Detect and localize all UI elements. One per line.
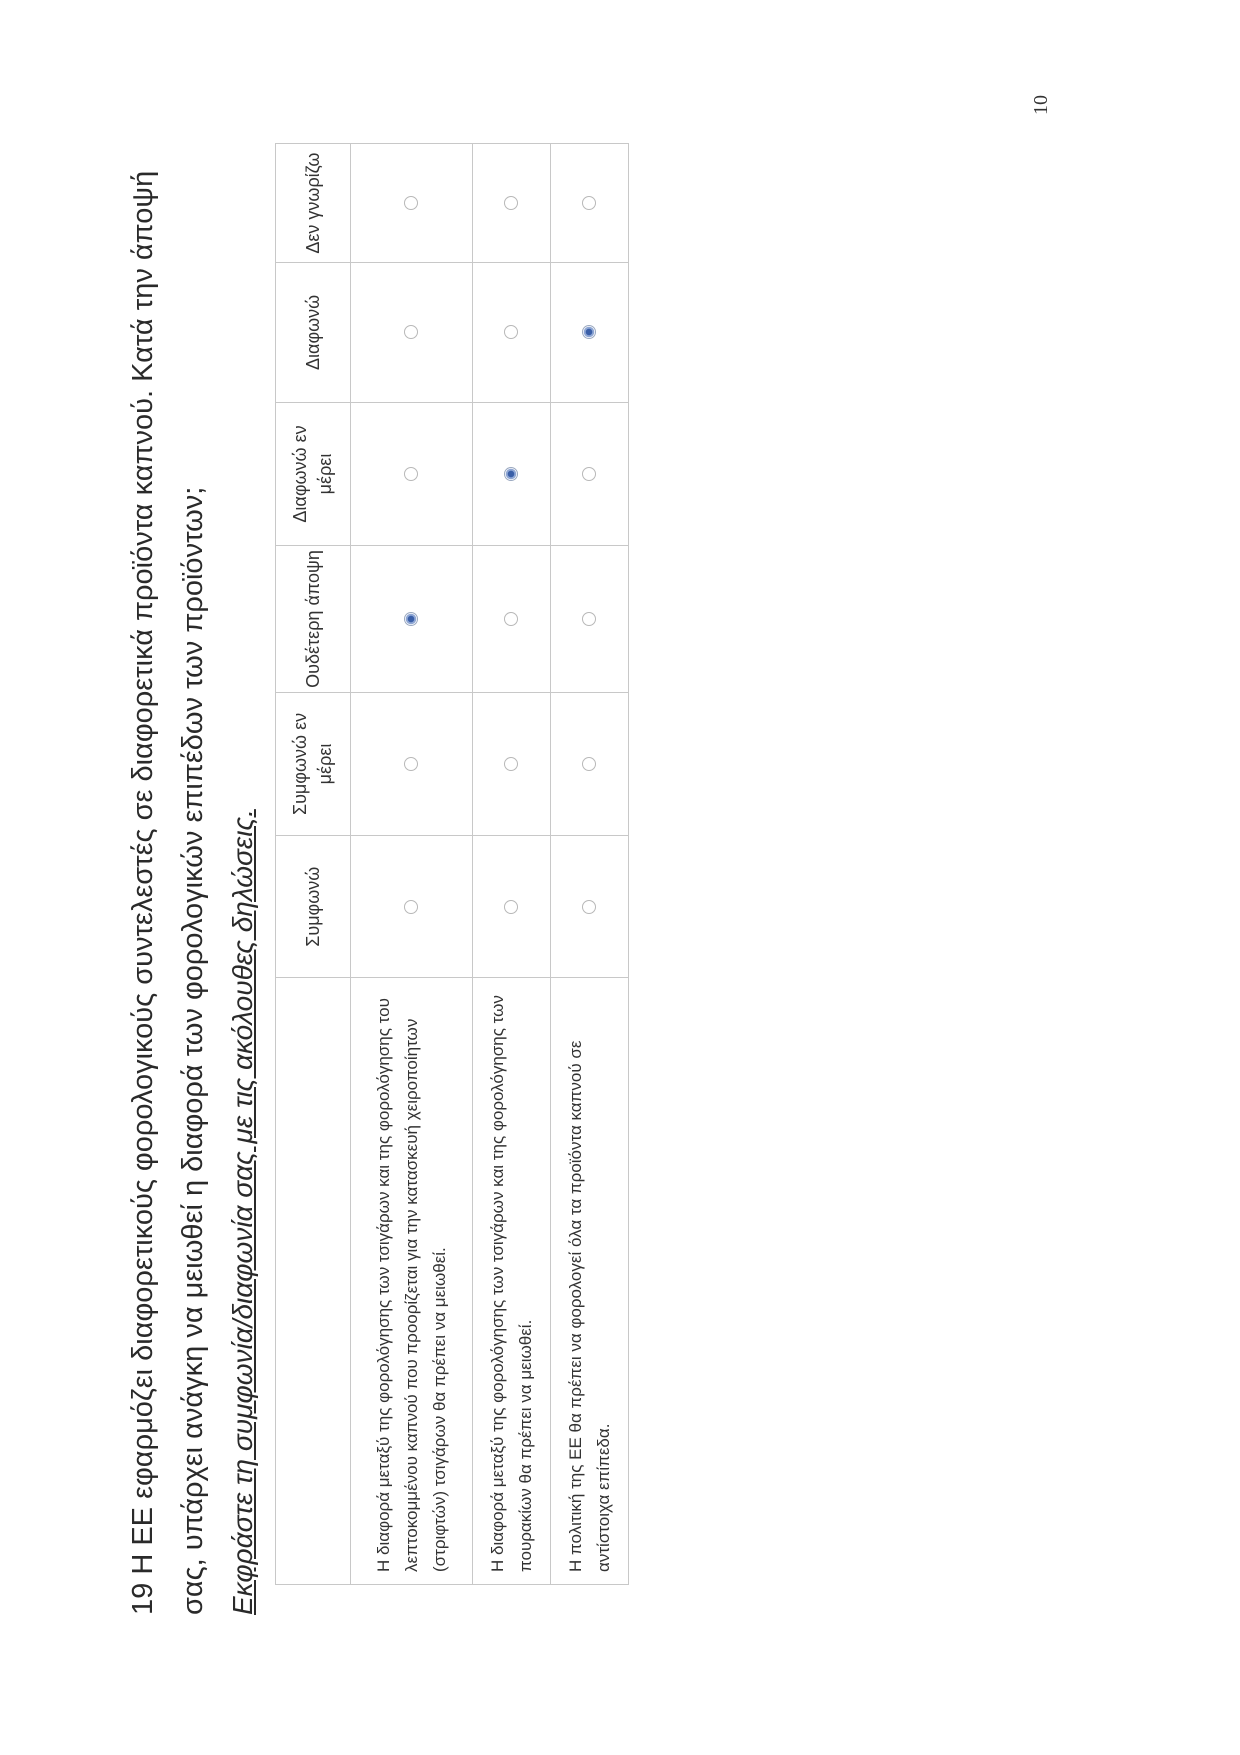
statement-text: Η διαφορά μεταξύ της φορολόγησης των τσιγάρων και της φορολόγησης των πουρακίων θα πρέπει να μειωθεί.: [473, 978, 551, 1585]
question-body: Η ΕΕ εφαρμόζει διαφορετικούς φορολογικούς συντελεστές σε διαφορετικά προϊόντα καπνού. Κατά την άποψή σας, υπάρχει ανάγκη να μειωθεί η διαφορά των φορολογικών επιπέδων των προϊόντων;: [127, 170, 209, 1615]
question-number: 19: [127, 1582, 159, 1615]
column-header: Ουδέτερη άποψη: [276, 546, 351, 692]
answer-grid: [275, 143, 629, 1585]
radio-button[interactable]: [582, 757, 596, 771]
page-number: 10: [1030, 95, 1052, 115]
column-header: Συμφωνώ: [276, 836, 351, 978]
column-header: Δεν γνωρίζω: [276, 144, 351, 263]
column-header: Συμφωνώ εν μέρει: [276, 692, 351, 836]
radio-button[interactable]: [404, 900, 418, 914]
radio-button[interactable]: [582, 196, 596, 210]
statement-text: Η διαφορά μεταξύ της φορολόγησης των τσιγάρων και της φορολόγησης του λεπτοκομμένου καπνού που προορίζεται για την κατασκευή χειροποίητων (στριφτών) τσιγάρων θα πρέπει να μειωθεί.: [351, 978, 473, 1585]
question-text: [118, 115, 218, 1615]
radio-button[interactable]: [582, 612, 596, 626]
table-row: [473, 144, 551, 1585]
radio-button-selected[interactable]: [582, 325, 596, 339]
radio-button[interactable]: [504, 612, 518, 626]
radio-button-selected[interactable]: [504, 467, 518, 481]
radio-button[interactable]: [504, 196, 518, 210]
radio-button[interactable]: [404, 196, 418, 210]
radio-button[interactable]: [404, 757, 418, 771]
radio-button-selected[interactable]: [404, 612, 418, 626]
radio-button[interactable]: [404, 325, 418, 339]
radio-button[interactable]: [504, 900, 518, 914]
header-row: [276, 144, 351, 1585]
statement-text: Η πολιτική της ΕΕ θα πρέπει να φορολογεί όλα τα προϊόντα καπνού σε αντίστοιχα επίπεδα.: [551, 978, 629, 1585]
column-header: Διαφωνώ: [276, 263, 351, 402]
table-row: [351, 144, 473, 1585]
column-header: Διαφωνώ εν μέρει: [276, 402, 351, 546]
table-row: [551, 144, 629, 1585]
radio-button[interactable]: [582, 900, 596, 914]
question-instruction: Εκφράστε τη συμφωνία/διαφωνία σας με τις ακόλουθες δηλώσεις.: [227, 809, 258, 1615]
radio-button[interactable]: [404, 467, 418, 481]
radio-button[interactable]: [582, 467, 596, 481]
header-corner: [276, 978, 351, 1585]
radio-button[interactable]: [504, 757, 518, 771]
radio-button[interactable]: [504, 325, 518, 339]
